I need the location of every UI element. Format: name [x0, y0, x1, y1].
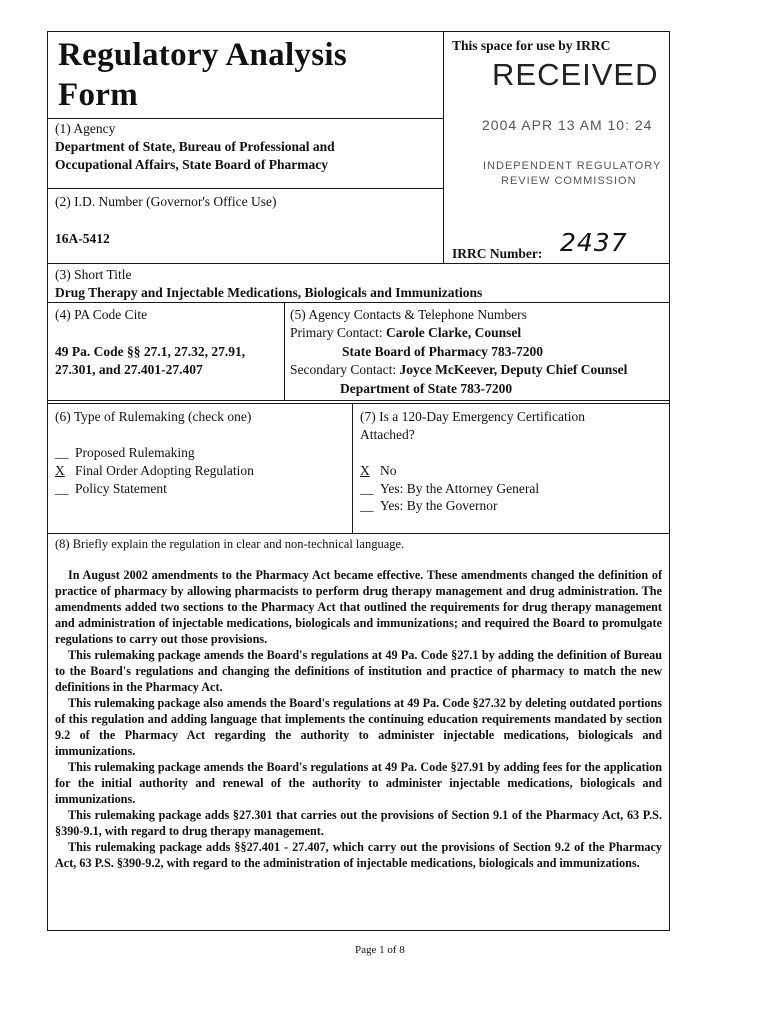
irrc-number-label: IRRC Number:: [452, 246, 543, 261]
divider: [47, 118, 443, 119]
checkbox-mark: __: [55, 445, 69, 460]
pa-code-line2: 27.301, and 27.401-27.407: [55, 362, 203, 377]
option-label: No: [380, 463, 397, 478]
primary-contact-prefix: Primary Contact:: [290, 325, 386, 340]
form-title-line2: Form: [58, 77, 138, 113]
pa-code-label: (4) PA Code Cite: [55, 307, 148, 322]
agency-label: (1) Agency: [55, 121, 116, 136]
option-label: Yes: By the Governor: [380, 498, 498, 513]
divider: [47, 533, 670, 534]
explanation-label: (8) Briefly explain the regulation in clear and non-technical language.: [55, 537, 405, 551]
secondary-contact-prefix: Secondary Contact:: [290, 362, 400, 377]
divider: [443, 31, 444, 263]
page-number: Page 1 of 8: [355, 944, 405, 956]
checkbox-mark: X: [360, 463, 370, 478]
rulemaking-option: [55, 462, 254, 479]
secondary-contact-value: Joyce McKeever, Deputy Chief Counsel: [399, 362, 628, 377]
explanation-paragraph: This rulemaking package amends the Board's regulations at 49 Pa. Code §27.91 by adding fees for the application for the initial authority and renewal of the authority to administer injectable medications, biologicals and immunizations.: [55, 760, 662, 806]
short-title-label: (3) Short Title: [55, 267, 132, 282]
rulemaking-option: [55, 480, 167, 497]
irrc-space-label: This space for use by IRRC: [452, 38, 611, 53]
commission-stamp-line2: REVIEW COMMISSION: [501, 175, 637, 187]
divider: [47, 263, 670, 264]
divider: [284, 302, 285, 401]
secondary-contact: [290, 361, 627, 378]
pa-code-line1: 49 Pa. Code §§ 27.1, 27.32, 27.91,: [55, 344, 246, 359]
form-title-line1: Regulatory Analysis: [58, 37, 347, 73]
divider: [47, 400, 670, 401]
commission-stamp-line1: INDEPENDENT REGULATORY: [483, 160, 662, 172]
irrc-number-handwritten: 2437: [560, 228, 628, 257]
option-label: Final Order Adopting Regulation: [75, 463, 254, 478]
explanation-paragraph: This rulemaking package adds §27.301 that carries out the provisions of Section 9.1 of the Pharmacy Act, 63 P.S. §390-9.1, with regard to drug therapy management.: [55, 808, 662, 838]
divider: [47, 403, 670, 404]
short-title-value: Drug Therapy and Injectable Medications, Biologicals and Immunizations: [55, 285, 483, 300]
checkbox-mark: X: [55, 463, 65, 478]
explanation-paragraph: This rulemaking package also amends the Board's regulations at 49 Pa. Code §27.32 by deleting outdated portions of this regulation and adding language that implements the continuing education requirements mandated by section 9.2 of the Pharmacy Act regarding the authority to administer injectable medications, biologicals and immunizations.: [55, 696, 662, 758]
explanation-paragraph: This rulemaking package amends the Board's regulations at 49 Pa. Code §27.1 by adding the definition of Bureau to the Board's regulations and changing the definitions of institution and practice of pharmacy to match the new definitions in the Pharmacy Act.: [55, 648, 662, 694]
checkbox-mark: __: [55, 481, 69, 496]
primary-contact-line2: State Board of Pharmacy 783-7200: [342, 344, 543, 359]
emergency-option: [360, 462, 397, 479]
received-date-stamp: 2004 APR 13 AM 10: 24: [482, 117, 653, 133]
option-label: Proposed Rulemaking: [75, 445, 195, 460]
checkbox-mark: __: [360, 498, 374, 513]
contacts-label: (5) Agency Contacts & Telephone Numbers: [290, 307, 527, 322]
option-label: Policy Statement: [75, 481, 167, 496]
id-number-label: (2) I.D. Number (Governor's Office Use): [55, 194, 277, 209]
divider: [47, 188, 443, 189]
agency-line1: Department of State, Bureau of Professional and: [55, 139, 335, 154]
explanation-paragraph: In August 2002 amendments to the Pharmacy Act became effective. These amendments changed the definition of practice of pharmacy by allowing pharmacists to perform drug therapy management and drug administration. The amendments added two sections to the Pharmacy Act that outlined the requirements for drug therapy management and administration of injectable medications, biologicals and immunizations; and required the Board to promulgate regulations to carry out those provisions.: [55, 568, 662, 646]
emergency-label-line2: Attached?: [360, 427, 415, 442]
explanation-body: [55, 567, 662, 871]
agency-line2: Occupational Affairs, State Board of Pharmacy: [55, 157, 328, 172]
id-number-value: 16A-5412: [55, 231, 110, 246]
rulemaking-option: [55, 444, 195, 461]
received-stamp: RECEIVED: [492, 57, 659, 92]
emergency-option: [360, 497, 498, 514]
secondary-contact-line2: Department of State 783-7200: [340, 381, 513, 396]
emergency-label-line1: (7) Is a 120-Day Emergency Certification: [360, 409, 586, 424]
divider: [352, 403, 353, 533]
checkbox-mark: __: [360, 481, 374, 496]
rulemaking-label: (6) Type of Rulemaking (check one): [55, 409, 252, 424]
explanation-paragraph: This rulemaking package adds §§27.401 - 27.407, which carry out the provisions of Section 9.2 of the Pharmacy Act, 63 P.S. §390-9.2, with regard to the administration of injectable medications, biologicals and immunizations.: [55, 840, 662, 870]
primary-contact-value: Carole Clarke, Counsel: [385, 325, 522, 340]
divider: [47, 302, 670, 303]
primary-contact: [290, 324, 521, 341]
option-label: Yes: By the Attorney General: [380, 481, 540, 496]
emergency-option: [360, 480, 539, 497]
